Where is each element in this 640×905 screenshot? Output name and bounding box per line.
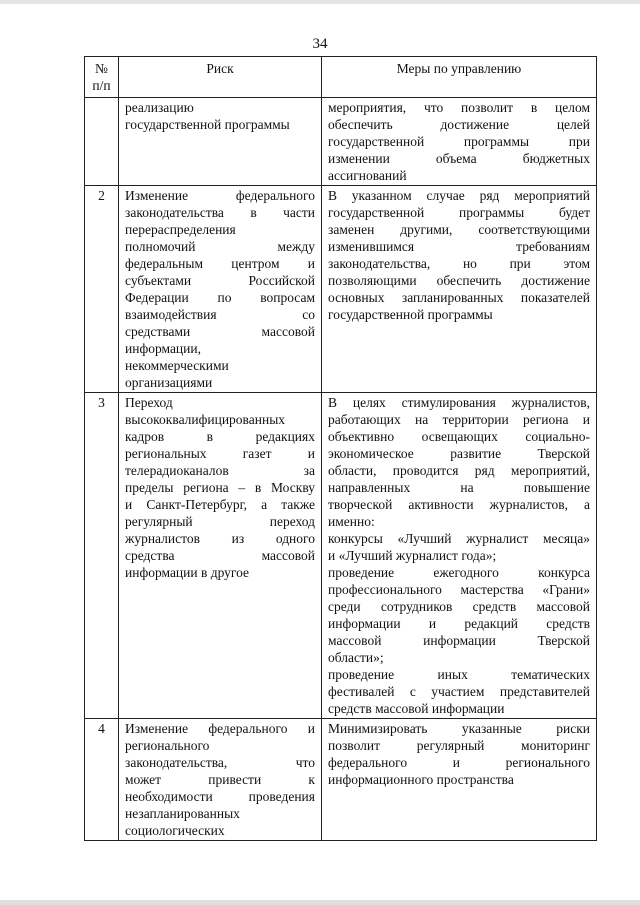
measures-cell-line: массовой информации Тверской bbox=[328, 633, 590, 648]
measures-cell-line: экономическое развитие Тверской bbox=[328, 446, 590, 461]
header-risk: Риск bbox=[119, 57, 322, 98]
measures-cell-line: конкурсы «Лучший журналист месяца» bbox=[328, 531, 590, 546]
measures-cell-line: творческой активности журналистов, а bbox=[328, 497, 590, 512]
header-measures: Меры по управлению bbox=[322, 57, 597, 98]
risk-management-table bbox=[84, 56, 597, 841]
header-number bbox=[85, 57, 119, 98]
table-row bbox=[85, 186, 597, 393]
row-number: 4 bbox=[85, 719, 119, 841]
risk-cell-line: организациями bbox=[125, 375, 213, 390]
risk-cell-line: необходимости проведения bbox=[125, 789, 315, 804]
measures-cell-line: заменен другими, соответствующими bbox=[328, 222, 590, 237]
risk-cell-line: полномочий между bbox=[125, 239, 315, 254]
risk-cell bbox=[119, 393, 322, 719]
measures-cell-line: В указанном случае ряд мероприятий bbox=[328, 188, 590, 203]
measures-cell-line: позволит регулярный мониторинг bbox=[328, 738, 590, 753]
table-row bbox=[85, 393, 597, 719]
measures-cell-line: и «Лучший журналист года»; bbox=[328, 548, 497, 563]
risk-cell-line: средства массовой bbox=[125, 548, 315, 563]
measures-cell-line: ассигнований bbox=[328, 168, 407, 183]
risk-cell-line: информации в другое bbox=[125, 565, 250, 580]
measures-cell-line: государственной программы bbox=[328, 307, 493, 322]
risk-cell-line: социологических bbox=[125, 823, 225, 838]
row-number: 2 bbox=[85, 186, 119, 393]
risk-cell-line: может привести к bbox=[125, 772, 315, 787]
measures-cell-line: области, проводится ряд мероприятий, bbox=[328, 463, 590, 478]
risk-cell-line: государственной программы bbox=[125, 117, 290, 132]
risk-cell-line: некоммерческими bbox=[125, 358, 229, 373]
risk-cell-line: незапланированных bbox=[125, 806, 240, 821]
risk-cell-line: Федерации по вопросам bbox=[125, 290, 315, 305]
risk-cell-line: средствами массовой bbox=[125, 324, 315, 339]
row-number bbox=[85, 98, 119, 186]
risk-cell-line: федеральным центром и bbox=[125, 256, 315, 271]
page-number: 34 bbox=[312, 36, 328, 52]
risk-cell-line: взаимодействия со bbox=[125, 307, 315, 322]
scan-edge-bottom bbox=[0, 900, 640, 905]
measures-cell-line: обеспечить достижение целей bbox=[328, 117, 590, 132]
measures-cell-line: Минимизировать указанные риски bbox=[328, 721, 590, 736]
risk-cell-line: регионального bbox=[125, 738, 210, 753]
measures-cell-line: области»; bbox=[328, 650, 384, 665]
table-body bbox=[85, 98, 597, 841]
risk-cell-line: законодательства в части bbox=[125, 205, 315, 220]
scan-edge-top bbox=[0, 0, 640, 4]
measures-cell-line: законодательства, но при этом bbox=[328, 256, 590, 271]
risk-cell-line: высококвалифицированных bbox=[125, 412, 286, 427]
risk-cell bbox=[119, 186, 322, 393]
risk-cell-line: пределы региона – в Москву bbox=[125, 480, 315, 495]
row-number: 3 bbox=[85, 393, 119, 719]
measures-cell-line: фестивалей с участием представителей bbox=[328, 684, 590, 699]
risk-cell-line: реализацию bbox=[125, 100, 194, 115]
risk-cell-line: Переход bbox=[125, 395, 173, 410]
measures-cell-line: направленных на повышение bbox=[328, 480, 590, 495]
measures-cell-line: мероприятия, что позволит в целом bbox=[328, 100, 590, 115]
measures-cell-line: федерального и регионального bbox=[328, 755, 590, 770]
header-number-abbr: п/п bbox=[92, 78, 111, 93]
measures-cell-line: проведение иных тематических bbox=[328, 667, 590, 682]
measures-cell-line: работающих на территории региона и bbox=[328, 412, 590, 427]
risk-cell-line: региональных газет и bbox=[125, 446, 315, 461]
measures-cell-line: проведение ежегодного конкурса bbox=[328, 565, 590, 580]
measures-cell-line: государственной программы будет bbox=[328, 205, 590, 220]
risk-cell-line: субъектами Российской bbox=[125, 273, 315, 288]
risk-cell-line: и Санкт-Петербург, а также bbox=[125, 497, 315, 512]
measures-cell-line: профессионального мастерства «Грани» bbox=[328, 582, 590, 597]
risk-cell-line: Изменение федерального bbox=[125, 188, 315, 203]
risk-cell-line: Изменение федерального и bbox=[125, 721, 315, 736]
measures-cell-line: изменившимся требованиям bbox=[328, 239, 590, 254]
risk-cell-line: телерадиоканалов за bbox=[125, 463, 315, 478]
measures-cell-line: информации и редакций средств bbox=[328, 616, 590, 631]
measures-cell-line: В целях стимулирования журналистов, bbox=[328, 395, 590, 410]
risk-cell-line: кадров в редакциях bbox=[125, 429, 315, 444]
measures-cell-line: средств массовой информации bbox=[328, 701, 505, 716]
measures-cell-line: среди сотрудников средств массовой bbox=[328, 599, 590, 614]
measures-cell bbox=[322, 393, 597, 719]
risk-cell-line: законодательства, что bbox=[125, 755, 315, 770]
risk-cell-line: информации, bbox=[125, 341, 201, 356]
measures-cell-line: позволяющими обеспечить достижение bbox=[328, 273, 590, 288]
measures-cell-line: основных запланированных показателей bbox=[328, 290, 590, 305]
risk-cell-line: перераспределения bbox=[125, 222, 236, 237]
table-header-row bbox=[85, 57, 597, 98]
measures-cell-line: именно: bbox=[328, 514, 375, 529]
measures-cell bbox=[322, 98, 597, 186]
measures-cell-line: объективно освещающих социально- bbox=[328, 429, 590, 444]
measures-cell-line: изменении объема бюджетных bbox=[328, 151, 590, 166]
table-row bbox=[85, 719, 597, 841]
measures-cell bbox=[322, 719, 597, 841]
header-number-symbol: № bbox=[95, 61, 108, 76]
measures-cell bbox=[322, 186, 597, 393]
risk-cell-line: журналистов из одного bbox=[125, 531, 315, 546]
measures-cell-line: информационного пространства bbox=[328, 772, 514, 787]
risk-cell-line: регулярный переход bbox=[125, 514, 315, 529]
risk-cell bbox=[119, 719, 322, 841]
table-row bbox=[85, 98, 597, 186]
measures-cell-line: государственной программы при bbox=[328, 134, 590, 149]
risk-cell bbox=[119, 98, 322, 186]
